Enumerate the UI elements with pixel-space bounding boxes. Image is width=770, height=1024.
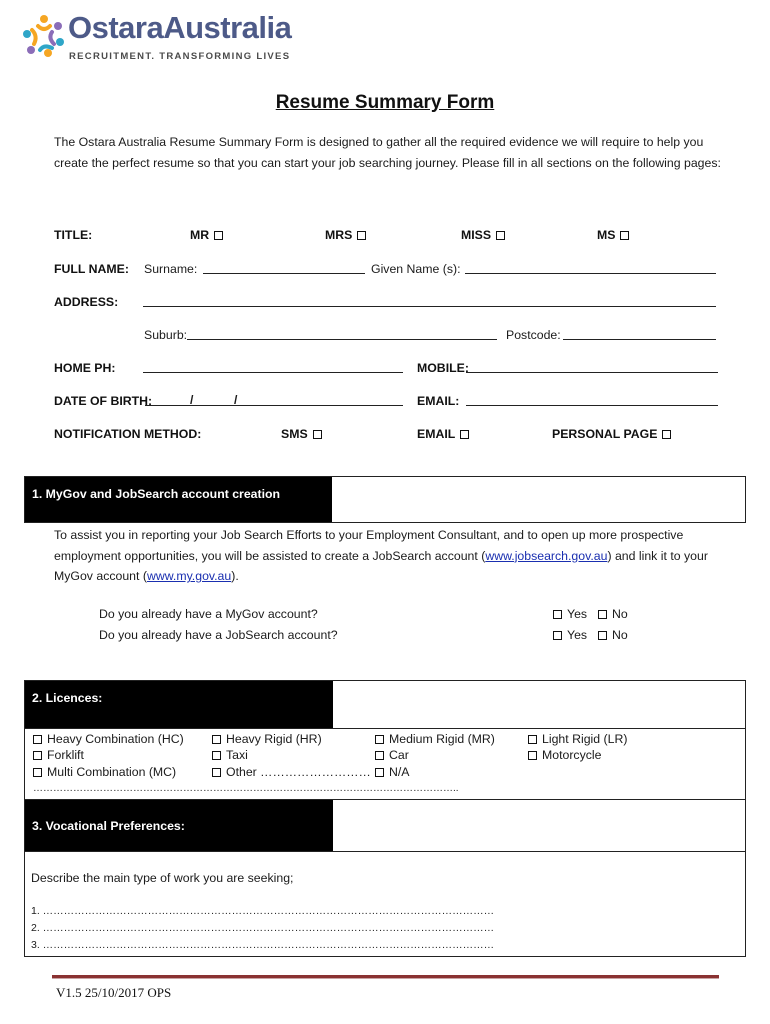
surname-label: Surname: — [144, 262, 198, 276]
title-label: TITLE: — [54, 228, 93, 242]
jobsearch-link[interactable]: www.jobsearch.gov.au — [485, 548, 608, 563]
checkbox-icon[interactable] — [460, 430, 469, 439]
address-field[interactable] — [143, 306, 716, 307]
checkbox-icon[interactable] — [598, 610, 607, 619]
option-label: MRS — [325, 228, 353, 242]
surname-field[interactable] — [203, 273, 365, 274]
option-label: MISS — [461, 228, 492, 242]
notification-label: NOTIFICATION METHOD: — [54, 427, 202, 441]
checkbox-icon[interactable] — [375, 735, 384, 744]
checkbox-icon[interactable] — [528, 751, 537, 760]
licence-label: N/A — [389, 765, 410, 779]
notify-option-email[interactable] — [417, 427, 469, 441]
licence-lr[interactable] — [528, 732, 627, 746]
checkbox-icon[interactable] — [33, 735, 42, 744]
section1-title: 1. MyGov and JobSearch account creation — [25, 477, 332, 522]
suburb-label: Suburb: — [144, 328, 188, 342]
email-field[interactable] — [466, 405, 718, 406]
option-label: PERSONAL PAGE — [552, 427, 658, 441]
checkbox-icon[interactable] — [620, 231, 629, 240]
checkbox-icon[interactable] — [662, 430, 671, 439]
section3-title: 3. Vocational Preferences: — [25, 800, 333, 851]
licence-label: Car — [389, 748, 409, 762]
dob-separator: / — [190, 393, 194, 407]
checkbox-icon[interactable] — [375, 751, 384, 760]
licence-label: Forklift — [47, 748, 84, 762]
mygov-link[interactable]: www.my.gov.au — [146, 569, 232, 583]
licence-label: Motorcycle — [542, 748, 602, 762]
licence-mc[interactable] — [33, 765, 176, 779]
checkbox-icon[interactable] — [357, 231, 366, 240]
licence-label: Heavy Rigid (HR) — [226, 732, 322, 746]
jobsearch-question: Do you already have a JobSearch account? — [99, 628, 338, 642]
section3-header — [24, 799, 746, 852]
full-name-label: FULL NAME: — [54, 262, 129, 276]
dob-label: DATE OF BIRTH: — [54, 394, 153, 408]
checkbox-icon[interactable] — [212, 751, 221, 760]
checkbox-icon[interactable] — [528, 735, 537, 744]
checkbox-icon[interactable] — [33, 751, 42, 760]
licence-mr[interactable] — [375, 732, 495, 746]
title-option-mr[interactable] — [190, 228, 223, 242]
jobsearch-no-option[interactable] — [598, 628, 628, 642]
work-line-1[interactable]: 1. ………………………………………………………………………………………………………………… — [31, 905, 495, 917]
mobile-label: MOBILE: — [417, 361, 469, 375]
work-prompt: Describe the main type of work you are seeking; — [31, 871, 294, 885]
jobsearch-yes-option[interactable] — [553, 628, 587, 642]
brand-tagline: RECRUITMENT. TRANSFORMING LIVES — [69, 51, 291, 62]
work-line-2[interactable]: 2. ………………………………………………………………………………………………………………… — [31, 922, 495, 934]
licence-notes-line[interactable]: ……………………………………………………………………………………………………………….. — [33, 783, 459, 794]
mygov-no-option[interactable] — [598, 607, 628, 621]
licence-label: Medium Rigid (MR) — [389, 732, 495, 746]
section1-text-a: To assist you in reporting your Job Search Efforts to your Employment Consultant, and to open up more prospective employment opportunities, you will be assisted to create a JobSearch account ( — [54, 528, 684, 563]
no-label: No — [612, 628, 628, 642]
given-name-field[interactable] — [465, 273, 716, 274]
mygov-yes-option[interactable] — [553, 607, 587, 621]
licence-label: Other ……………………… — [226, 765, 371, 779]
checkbox-icon[interactable] — [313, 430, 322, 439]
checkbox-icon[interactable] — [553, 610, 562, 619]
checkbox-icon[interactable] — [33, 768, 42, 777]
home-phone-label: HOME PH: — [54, 361, 116, 375]
option-label: SMS — [281, 427, 308, 441]
dob-separator: / — [234, 393, 238, 407]
section2-header — [24, 680, 746, 729]
section2-title: 2. Licences: — [25, 681, 333, 728]
licence-na[interactable] — [375, 765, 410, 779]
mobile-field[interactable] — [466, 372, 718, 373]
section1-text-b: ) and link it to your MyGov account ( — [54, 548, 708, 583]
title-option-mrs[interactable] — [325, 228, 366, 242]
postcode-field[interactable] — [563, 339, 716, 340]
title-option-ms[interactable] — [597, 228, 629, 242]
given-name-label: Given Name (s): — [371, 262, 461, 276]
notify-option-personal-page[interactable] — [552, 427, 671, 441]
postcode-label: Postcode: — [506, 328, 561, 342]
checkbox-icon[interactable] — [212, 768, 221, 777]
section1-text — [54, 525, 724, 587]
suburb-field[interactable] — [187, 339, 497, 340]
licence-label: Heavy Combination (HC) — [47, 732, 184, 746]
dob-field[interactable] — [145, 405, 403, 406]
checkbox-icon[interactable] — [496, 231, 505, 240]
checkbox-icon[interactable] — [553, 631, 562, 640]
licence-label: Light Rigid (LR) — [542, 732, 628, 746]
page-title: Resume Summary Form — [275, 92, 495, 113]
section1-header — [24, 476, 746, 523]
address-label: ADDRESS: — [54, 295, 119, 309]
footer-divider — [52, 975, 719, 979]
notify-option-sms[interactable] — [281, 427, 322, 441]
option-label: MR — [190, 228, 210, 242]
brand-logo — [22, 10, 292, 65]
home-phone-field[interactable] — [143, 372, 403, 373]
licence-forklift[interactable] — [33, 748, 84, 762]
people-circle-icon — [22, 14, 66, 58]
brand-name: OstaraAustralia — [68, 10, 292, 45]
no-label: No — [612, 607, 628, 621]
licence-hc[interactable] — [33, 732, 184, 746]
licence-other[interactable] — [212, 765, 371, 779]
licence-label: Multi Combination (MC) — [47, 765, 177, 779]
checkbox-icon[interactable] — [375, 768, 384, 777]
licence-motorcycle[interactable] — [528, 748, 601, 762]
section1-text-c: ). — [231, 569, 239, 583]
email-label: EMAIL: — [417, 394, 460, 408]
licence-car[interactable] — [375, 748, 409, 762]
option-label: EMAIL — [417, 427, 456, 441]
licence-label: Taxi — [226, 748, 248, 762]
intro-text: The Ostara Australia Resume Summary Form is designed to gather all the required evidence we will require to help you create the perfect resume so that you can start your job searching journey. Please fill in all sections on the following pages: — [54, 135, 721, 170]
licence-taxi[interactable] — [212, 748, 248, 762]
footer-version: V1.5 25/10/2017 OPS — [56, 985, 172, 1000]
title-option-miss[interactable] — [461, 228, 505, 242]
yes-label: Yes — [567, 628, 588, 642]
checkbox-icon[interactable] — [212, 735, 221, 744]
option-label: MS — [597, 228, 616, 242]
yes-label: Yes — [567, 607, 588, 621]
work-line-3[interactable]: 3. ………………………………………………………………………………………………………………… — [31, 939, 495, 951]
checkbox-icon[interactable] — [598, 631, 607, 640]
checkbox-icon[interactable] — [214, 231, 223, 240]
licence-hr[interactable] — [212, 732, 322, 746]
mygov-question: Do you already have a MyGov account? — [99, 607, 318, 621]
